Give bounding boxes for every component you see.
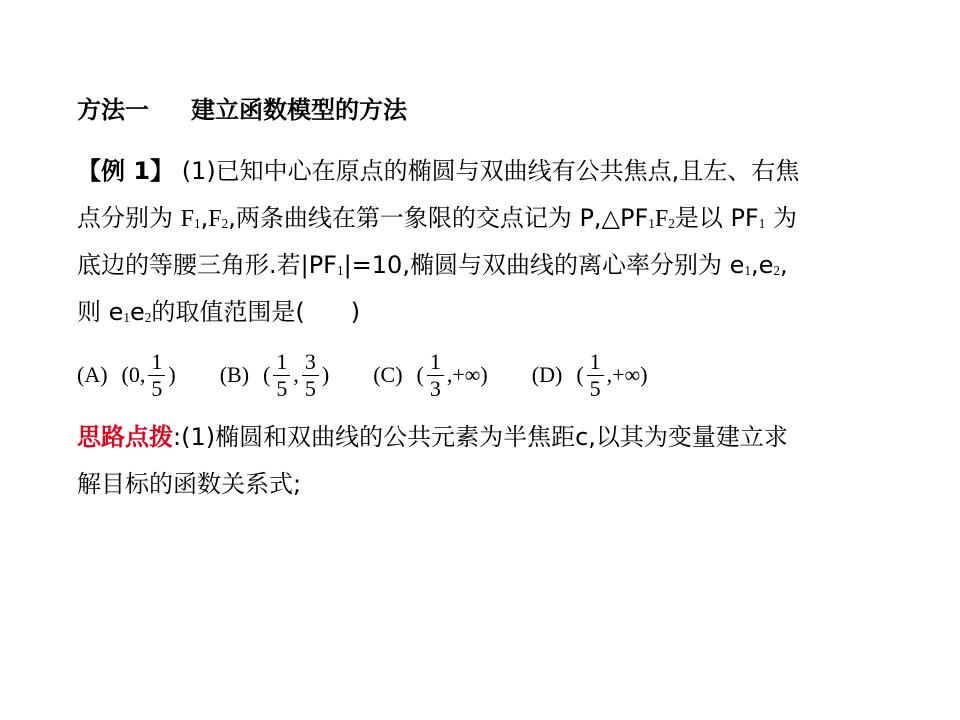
problem-line-4: 则 $e_1e_2$的取值范围是( ) [77, 298, 361, 326]
option-d[interactable]: (D) ( $\frac{1}{5}$ ,+∞) [531, 348, 648, 401]
fraction: $\frac{1}{5}$ [273, 349, 290, 402]
fraction: $\frac{1}{5}$ [587, 349, 604, 402]
method-label: 方法一 [77, 96, 149, 124]
fraction: $\frac{1}{3}$ [427, 349, 444, 402]
answer-options [77, 343, 692, 407]
option-c[interactable]: (C) ( $\frac{1}{3}$ ,+∞) [373, 348, 488, 401]
hint-label: 思路点拨 [77, 423, 173, 451]
option-label: (A) [77, 362, 108, 387]
option-a[interactable]: (A) (0, $\frac{1}{5}$ ) [77, 348, 176, 401]
problem-line-3: 底边的等腰三角形.若$|PF_1|=10$,椭圆与双曲线的离心率分别为 $e_1,e_2$, [77, 251, 788, 279]
example-tag: 【例 1】 [77, 157, 175, 185]
method-title: 建立函数模型的方法 [191, 96, 407, 124]
option-label: (B) [219, 362, 250, 387]
hint-line-1: 思路点拨:(1)椭圆和双曲线的公共元素为半焦距c,以其为变量建立求 [77, 423, 788, 451]
fraction: $\frac{1}{5}$ [148, 349, 165, 402]
problem-line-2: 点分别为 $F_1,F_2$,两条曲线在第一象限的交点记为 $P,\triangle PF_1F_2$是以 $PF_1$ 为 [77, 204, 797, 232]
hint-line-2: 解目标的函数关系式; [77, 470, 302, 498]
option-label: (C) [373, 362, 403, 387]
section-heading [77, 90, 407, 125]
option-label: (D) [531, 362, 563, 387]
solution-hint [77, 414, 892, 508]
example-problem [77, 148, 892, 336]
fraction: $\frac{3}{5}$ [302, 349, 319, 402]
problem-line-1: 【例 1】 (1)已知中心在原点的椭圆与双曲线有公共焦点,且左、右焦 [77, 157, 800, 185]
option-b[interactable]: (B) ( $\frac{1}{5}$ , $\frac{3}{5}$ ) [219, 348, 330, 401]
